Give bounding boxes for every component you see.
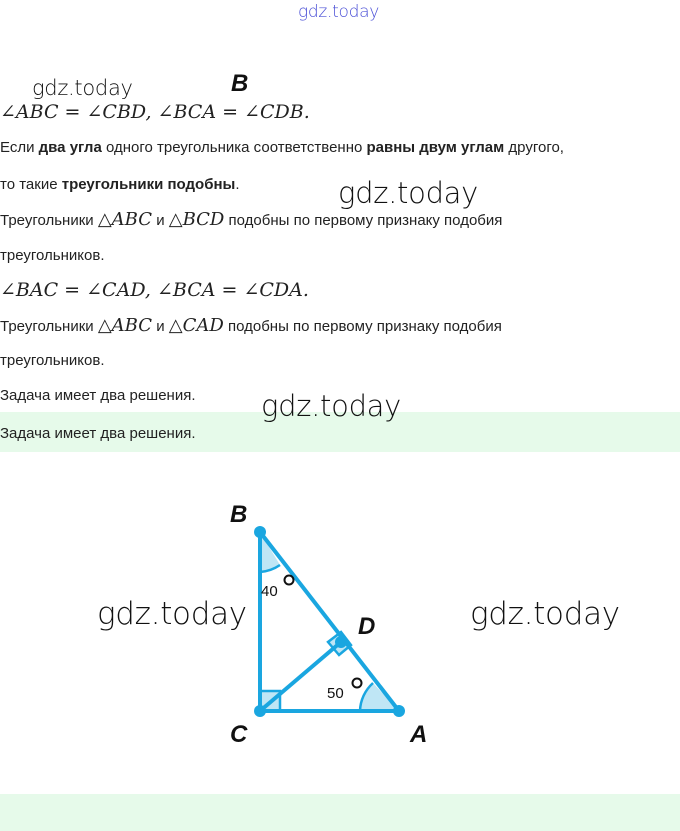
triangle-diagram [220, 492, 440, 752]
similar-statement-2: Треугольники △ABC и △CAD подобны по первому признаку подобия [0, 315, 502, 336]
vertex-a [393, 705, 405, 717]
vertex-b [254, 526, 266, 538]
similar-statement-2-cont: треугольников. [0, 352, 105, 369]
watermark: gdz.today [32, 76, 133, 100]
similar-statement-1-cont: треугольников. [0, 247, 105, 264]
label-d: D [358, 613, 376, 640]
rule-text-cont: то такие треугольники подобны. [0, 176, 240, 193]
conclusion-text: Задача имеет два решения. [0, 387, 196, 404]
vertex-c [254, 705, 266, 717]
vertex-d [335, 636, 347, 648]
heading-letter: B [231, 70, 249, 97]
similar-statement-1: Треугольники △ABC и △BCD подобны по первому признаку подобия [0, 209, 503, 230]
watermark: gdz.today [97, 596, 247, 632]
watermark: gdz.today [338, 176, 479, 210]
math-equality-1: ∠ABC = ∠CBD, ∠BCA = ∠CDB. [0, 101, 310, 123]
triangle-figure [220, 492, 440, 752]
math-equality-2: ∠BAC = ∠CAD, ∠BCA = ∠CDA. [0, 279, 309, 301]
label-a: A [410, 721, 428, 748]
degree-sign-a [353, 679, 362, 688]
answer-text: Задача имеет два решения. [0, 425, 196, 442]
rule-text: Если два угла одного треугольника соответственно равны двум углам другого, [0, 139, 564, 156]
angle-b-value: 40 [261, 583, 278, 600]
label-b: B [230, 501, 248, 528]
angle-a-value: 50 [327, 685, 344, 702]
watermark: gdz.today [470, 596, 620, 632]
label-c: C [230, 721, 248, 748]
footer-bar [0, 794, 680, 831]
watermark-top: gdz.today [298, 2, 379, 22]
watermark: gdz.today [261, 389, 402, 423]
degree-sign-b [285, 576, 294, 585]
